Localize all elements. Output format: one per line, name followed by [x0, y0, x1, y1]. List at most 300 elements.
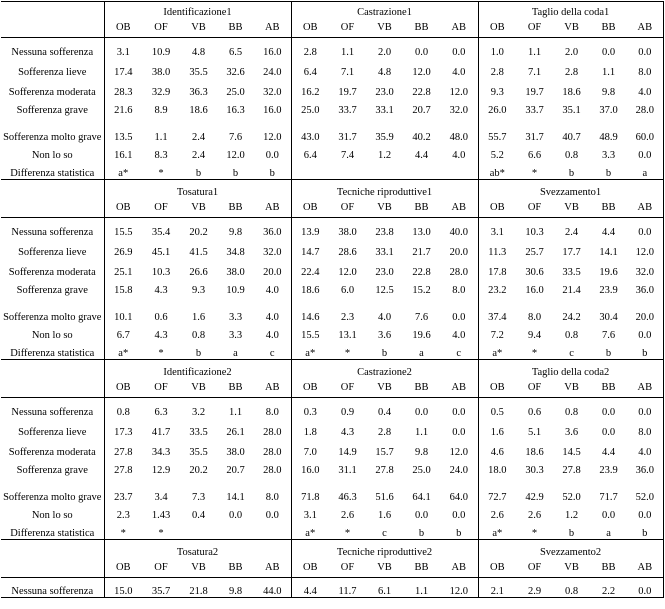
column-header: OB	[478, 198, 516, 218]
table-cell: 16.0	[525, 284, 544, 296]
column-header: AB	[440, 558, 478, 578]
table-cell: 1.6	[377, 509, 392, 521]
table-cell: 0.4	[377, 406, 392, 418]
table-cell: 6.0	[340, 284, 355, 296]
table-cell: 0.8	[564, 406, 579, 418]
table-cell: 6.4	[291, 143, 329, 161]
column-header: BB	[217, 198, 254, 218]
table-cell: 43.0	[291, 116, 329, 143]
table-row	[1, 458, 663, 476]
column-header: BB	[590, 378, 627, 398]
row-label: Sofferenza moderata	[8, 266, 96, 278]
table-cell: 6.3	[154, 406, 168, 418]
table-cell: 8.0	[452, 284, 466, 296]
table-cell: 0.0	[452, 311, 466, 323]
column-header: VB	[366, 198, 403, 218]
row-label: Sofferenza molto grave	[3, 491, 102, 503]
column-header: AB	[627, 18, 663, 38]
table-row	[1, 323, 663, 341]
table-cell: 5.1	[527, 426, 542, 438]
table-cell: 37.0	[599, 104, 618, 116]
table-cell: 4.0	[265, 311, 279, 323]
table-cell: 35.4	[151, 226, 171, 238]
group-title: Castrazione2	[291, 360, 478, 378]
row-label-cell	[1, 2, 104, 18]
table-cell: 17.7	[562, 246, 581, 258]
group-title: Svezzamento1	[478, 180, 663, 198]
table-cell: b	[605, 168, 612, 179]
column-header-row	[1, 558, 663, 578]
table-row	[1, 438, 663, 458]
table-cell: 2.6	[340, 509, 355, 521]
table-cell: 8.0	[265, 406, 279, 418]
table-cell: b	[195, 168, 202, 179]
table-cell: 1.1	[527, 46, 542, 58]
column-header: OF	[516, 18, 553, 38]
table-cell: *	[531, 528, 538, 539]
table-cell: 2.0	[564, 46, 579, 58]
table-cell: 14.7	[291, 238, 329, 258]
table-cell: 0.9	[340, 406, 355, 418]
table-cell: 0.0	[265, 509, 279, 521]
table-cell: 0.4	[191, 509, 206, 521]
table-row	[1, 578, 663, 598]
table-cell: 7.0	[291, 438, 329, 458]
table-cell: *	[104, 521, 142, 540]
table-cell: b	[568, 168, 575, 179]
column-header: BB	[217, 378, 254, 398]
table-cell: 28.0	[627, 98, 663, 116]
table-cell: 23.7	[104, 476, 142, 503]
table-cell: 7.6	[228, 131, 243, 143]
table-cell: 9.4	[527, 329, 542, 341]
row-label-cell	[1, 198, 104, 218]
table-cell: 27.8	[562, 464, 581, 476]
table-cell: b	[381, 348, 388, 359]
table-cell: 10.1	[104, 296, 142, 323]
table-cell: 20.0	[627, 296, 663, 323]
table-cell: 0.8	[553, 578, 590, 598]
table-cell: 6.6	[527, 149, 542, 161]
row-label: Sofferenza grave	[16, 464, 88, 476]
table-row	[1, 98, 663, 116]
column-header: OB	[478, 378, 516, 398]
row-label-cell	[1, 360, 104, 378]
table-cell: 18.6	[525, 446, 544, 458]
table-cell: 3.2	[191, 406, 206, 418]
table-cell: a	[606, 528, 611, 539]
table-cell: 45.1	[151, 246, 171, 258]
table-row	[1, 296, 663, 323]
column-header-row	[1, 18, 663, 38]
table-cell: 0.0	[452, 46, 466, 58]
table-cell: 1.2	[377, 149, 392, 161]
table-cell: b	[195, 348, 202, 359]
table-cell: 3.3	[228, 311, 243, 323]
table-cell: 32.0	[627, 258, 663, 278]
table-cell: 11.3	[478, 238, 516, 258]
group-title: Tecniche riproduttive2	[291, 540, 478, 558]
row-label: Sofferenza grave	[16, 104, 88, 116]
column-header: OF	[142, 378, 180, 398]
table-cell: 40.2	[412, 131, 431, 143]
table-cell: 35.5	[189, 446, 208, 458]
row-label: Nessuna sofferenza	[11, 46, 94, 58]
table-cell	[366, 161, 403, 180]
table-cell: 9.8	[217, 578, 254, 598]
column-header: BB	[403, 18, 440, 38]
table-row	[1, 161, 663, 180]
row-label-cell	[1, 558, 104, 578]
table-cell: 10.9	[226, 284, 245, 296]
row-label: Non lo so	[31, 329, 73, 341]
table-cell: 23.9	[599, 284, 618, 296]
table-cell: 31.7	[525, 131, 544, 143]
table-cell: 20.0	[263, 266, 282, 278]
table-cell: 1.6	[478, 418, 516, 438]
column-header: VB	[366, 18, 403, 38]
table-cell: *	[344, 528, 351, 539]
column-header: AB	[627, 558, 663, 578]
group-title: Taglio della coda2	[478, 360, 663, 378]
table-cell: 21.7	[412, 246, 431, 258]
table-cell: 1.0	[478, 38, 516, 58]
table-cell: 35.9	[375, 131, 394, 143]
column-header: BB	[217, 558, 254, 578]
table-row	[1, 418, 663, 438]
group-title: Tecniche riproduttive1	[291, 180, 478, 198]
table-cell: 60.0	[627, 116, 663, 143]
table-row	[1, 398, 663, 418]
table-cell: 5.2	[478, 143, 516, 161]
row-label-cell	[1, 378, 104, 398]
table-cell: 4.3	[154, 284, 168, 296]
column-header: VB	[180, 198, 217, 218]
table-cell: 9.3	[191, 284, 206, 296]
table-cell: 44.0	[254, 578, 291, 598]
table-cell: 15.2	[412, 284, 431, 296]
table-cell: 20.7	[412, 104, 431, 116]
column-header: AB	[440, 18, 478, 38]
section-title-row	[1, 360, 663, 378]
table-cell: c	[382, 528, 387, 539]
table-cell: 22.4	[291, 258, 329, 278]
column-header: AB	[254, 378, 291, 398]
table-cell: 48.0	[449, 131, 468, 143]
table-cell: 17.8	[478, 258, 516, 278]
table-cell: 28.3	[104, 78, 142, 98]
table-cell: 48.9	[599, 131, 618, 143]
table-cell: 32.0	[263, 246, 282, 258]
table-cell: a	[627, 161, 663, 180]
table-cell: c	[569, 348, 574, 359]
row-label: Sofferenza lieve	[18, 66, 87, 78]
column-header: AB	[254, 198, 291, 218]
table-cell: 28.0	[263, 464, 282, 476]
table-cell: 3.3	[601, 149, 616, 161]
table-cell	[440, 161, 478, 180]
table-cell: *	[344, 348, 351, 359]
table-cell: 1.1	[154, 131, 168, 143]
table-cell: 41.5	[189, 246, 208, 258]
table-cell: 25.0	[291, 98, 329, 116]
table-cell: 25.7	[525, 246, 544, 258]
table-cell: 16.2	[291, 78, 329, 98]
table-cell: 4.0	[452, 66, 466, 78]
table-cell: 2.8	[478, 58, 516, 78]
table-cell: 32.9	[151, 86, 171, 98]
column-header-row	[1, 198, 663, 218]
table-cell: 12.0	[449, 446, 468, 458]
table-cell: 1.1	[414, 426, 429, 438]
table-cell: 15.7	[375, 446, 394, 458]
table-cell: 31.7	[338, 131, 357, 143]
table-cell: 7.6	[414, 311, 429, 323]
table-cell: 3.1	[478, 218, 516, 238]
column-header: OB	[291, 378, 329, 398]
table-cell: a	[233, 348, 238, 359]
table-cell: 0.0	[627, 38, 663, 58]
table-cell: 4.3	[340, 426, 355, 438]
table-cell: 26.0	[478, 98, 516, 116]
table-cell: 2.4	[564, 226, 579, 238]
table-cell: 1.2	[564, 509, 579, 521]
table-cell: 1.43	[151, 509, 171, 521]
table-cell: b	[269, 168, 275, 179]
table-cell: 0.0	[627, 218, 663, 238]
table-cell: 2.6	[478, 503, 516, 521]
column-header: OF	[329, 558, 366, 578]
table-row	[1, 476, 663, 503]
table-cell: 40.7	[562, 131, 581, 143]
table-cell: 20.2	[189, 226, 208, 238]
row-label: Sofferenza grave	[16, 284, 88, 296]
table-cell: 16.1	[104, 143, 142, 161]
table-cell: 8.0	[527, 311, 542, 323]
table-cell: 64.1	[412, 491, 431, 503]
table-cell: 16.0	[291, 458, 329, 476]
column-header: AB	[627, 378, 663, 398]
table-cell: 38.0	[226, 446, 245, 458]
table-cell: 41.7	[151, 426, 171, 438]
group-title: Castrazione1	[291, 2, 478, 18]
table-cell: 14.9	[338, 446, 357, 458]
column-header: AB	[627, 198, 663, 218]
table-cell: 13.1	[338, 329, 357, 341]
table-cell: 0.8	[564, 149, 579, 161]
table-cell: 6.7	[104, 323, 142, 341]
table-cell: 7.4	[340, 149, 355, 161]
table-row	[1, 143, 663, 161]
column-header: OF	[516, 558, 553, 578]
column-header: VB	[553, 378, 590, 398]
table-cell: 3.3	[228, 329, 243, 341]
table-cell: 9.8	[228, 226, 243, 238]
column-header: OB	[478, 18, 516, 38]
column-header: VB	[180, 18, 217, 38]
table-row	[1, 38, 663, 58]
table-cell: 6.4	[291, 58, 329, 78]
table-cell: 0.8	[564, 329, 579, 341]
table-cell: *	[158, 168, 164, 179]
row-label: Non lo so	[31, 509, 73, 521]
table-cell: 13.0	[412, 226, 431, 238]
row-label: Nessuna sofferenza	[1, 578, 104, 598]
column-header: VB	[180, 378, 217, 398]
table-cell: 18.6	[291, 278, 329, 296]
table-cell: 30.3	[525, 464, 544, 476]
column-header: OB	[291, 18, 329, 38]
column-header: AB	[440, 198, 478, 218]
table-cell: 24.0	[263, 66, 282, 78]
group-title: Tosatura1	[104, 180, 291, 198]
table-cell: 2.8	[564, 66, 579, 78]
table-cell: 4.0	[377, 311, 392, 323]
column-header-row	[1, 378, 663, 398]
table-cell: a*	[291, 521, 329, 540]
table-cell: 0.6	[527, 406, 542, 418]
table-cell: 12.0	[440, 578, 478, 598]
table-cell: 4.8	[191, 46, 206, 58]
table-cell: 20.0	[449, 246, 468, 258]
table-cell: 0.3	[291, 398, 329, 418]
table-cell: 17.3	[104, 418, 142, 438]
section-title-row	[1, 180, 663, 198]
table-cell: 71.7	[599, 491, 618, 503]
table-cell: 0.0	[601, 46, 616, 58]
table-cell: 37.4	[478, 296, 516, 323]
table-cell: 8.3	[154, 149, 168, 161]
table-cell: 19.6	[599, 266, 618, 278]
table-cell: 27.8	[375, 464, 394, 476]
table-cell: 46.3	[338, 491, 357, 503]
table-cell: 9.8	[601, 86, 616, 98]
table-cell: 4.0	[452, 149, 466, 161]
row-label: Sofferenza lieve	[18, 426, 87, 438]
table-cell: 10.3	[151, 266, 171, 278]
table-cell: 32.0	[449, 104, 468, 116]
table-cell: 4.4	[601, 226, 616, 238]
column-header: OF	[329, 198, 366, 218]
table-cell: 38.0	[151, 66, 171, 78]
table-cell: 24.2	[562, 311, 581, 323]
table-row	[1, 218, 663, 238]
table-cell: 4.0	[452, 329, 466, 341]
column-header: OF	[142, 558, 180, 578]
table-cell: 13.5	[104, 116, 142, 143]
table-cell: 10.3	[525, 226, 544, 238]
table-cell: 4.8	[377, 66, 392, 78]
table-cell: 15.5	[104, 218, 142, 238]
table-cell: 0.0	[452, 509, 466, 521]
table-cell: 27.8	[104, 458, 142, 476]
table-cell: b	[232, 168, 239, 179]
column-header: OB	[291, 198, 329, 218]
table-cell: 34.3	[151, 446, 171, 458]
table-cell: 0.0	[452, 426, 466, 438]
table-cell: 15.5	[291, 323, 329, 341]
table-cell: 8.0	[627, 418, 663, 438]
table-cell: 12.9	[151, 464, 171, 476]
table-cell: 8.0	[627, 58, 663, 78]
table-cell: 2.4	[191, 131, 206, 143]
column-header: VB	[366, 558, 403, 578]
table-cell: 2.8	[377, 426, 392, 438]
table-cell: 2.9	[516, 578, 553, 598]
table-cell: 32.0	[263, 86, 282, 98]
table-cell: 2.4	[191, 149, 206, 161]
table-cell: a*	[291, 341, 329, 360]
table-cell: 4.0	[627, 78, 663, 98]
group-title: Identificazione2	[104, 360, 291, 378]
table-row	[1, 521, 663, 540]
row-label: Sofferenza molto grave	[3, 131, 102, 143]
table-cell: 0.0	[601, 426, 616, 438]
table-cell: 0.0	[627, 503, 663, 521]
table-cell: 28.6	[338, 246, 357, 258]
table-cell: 4.4	[291, 578, 329, 598]
section-title-row	[1, 2, 663, 18]
table-cell: 55.7	[478, 116, 516, 143]
table-cell: 42.9	[525, 491, 544, 503]
column-header: BB	[590, 558, 627, 578]
table-cell: 7.2	[478, 323, 516, 341]
table-cell: 18.6	[189, 104, 208, 116]
table-cell: b	[605, 348, 612, 359]
column-header: OF	[516, 198, 553, 218]
table-cell: 0.0	[627, 143, 663, 161]
table-cell: 16.0	[263, 46, 282, 58]
column-header: OF	[329, 378, 366, 398]
table-cell: 0.0	[228, 509, 243, 521]
table-cell: 18.0	[478, 458, 516, 476]
table-row	[1, 278, 663, 296]
table-cell: 23.0	[375, 266, 394, 278]
table-cell: 4.0	[265, 329, 279, 341]
table-cell: 24.0	[449, 464, 468, 476]
table-row	[1, 116, 663, 143]
table-cell	[217, 521, 254, 540]
table-cell: a*	[104, 341, 142, 360]
table-cell: 30.4	[599, 311, 618, 323]
table-cell: ab*	[478, 161, 516, 180]
table-cell: 26.9	[104, 238, 142, 258]
table-cell	[180, 521, 217, 540]
table-cell: 0.0	[414, 46, 429, 58]
column-header: OB	[104, 18, 142, 38]
column-header: OB	[104, 378, 142, 398]
table-cell: 34.8	[226, 246, 245, 258]
table-cell: 35.5	[189, 66, 208, 78]
table-cell: 22.8	[412, 266, 431, 278]
table-cell: 12.0	[627, 238, 663, 258]
column-header: AB	[440, 378, 478, 398]
table-cell: 28.0	[449, 266, 468, 278]
column-header: VB	[366, 378, 403, 398]
table-cell: 3.6	[564, 426, 579, 438]
table-cell: 13.9	[291, 218, 329, 238]
table-cell: 30.6	[525, 266, 544, 278]
group-title: Svezzamento2	[478, 540, 663, 558]
table-cell: a	[419, 348, 424, 359]
table-cell: 8.9	[154, 104, 168, 116]
table-cell: 36.0	[627, 458, 663, 476]
table-cell: 15.8	[104, 278, 142, 296]
table-cell	[291, 161, 329, 180]
table-cell: a*	[478, 341, 516, 360]
table-cell: 20.7	[226, 464, 245, 476]
table-cell: 0.6	[154, 311, 168, 323]
